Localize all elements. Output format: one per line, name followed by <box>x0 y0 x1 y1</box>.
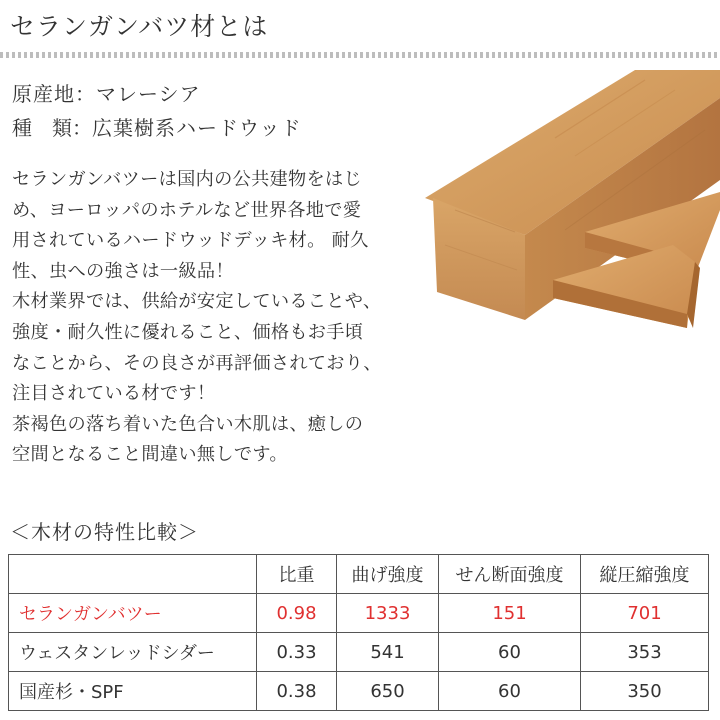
description-line: なことから、その良さが再評価されており、 <box>12 352 382 374</box>
table-cell: 650 <box>337 672 439 711</box>
spec-type <box>12 114 302 142</box>
table-header-row <box>9 555 709 594</box>
table-header-cell: せん断面強度 <box>439 555 581 594</box>
table-cell: 701 <box>581 594 709 633</box>
description-line: 茶褐色の落ち着いた色合い木肌は、癒しの <box>12 413 364 435</box>
description-line: 性、虫への強さは一級品！ <box>12 260 234 282</box>
table-header-cell: 縦圧縮強度 <box>581 555 709 594</box>
table-cell: 0.98 <box>257 594 337 633</box>
table-cell-name: ウェスタンレッドシダー <box>9 633 257 672</box>
spec-type-label: 種 類： <box>12 116 92 140</box>
table-cell: 350 <box>581 672 709 711</box>
description-line: 木材業界では、供給が安定していることや、 <box>12 291 382 313</box>
table-cell-name: セランガンバツー <box>9 594 257 633</box>
table-header-cell: 曲げ強度 <box>337 555 439 594</box>
table-cell: 541 <box>337 633 439 672</box>
page-title: セランガンバツ材とは <box>10 12 269 41</box>
comparison-table <box>8 554 709 711</box>
spec-origin-value: マレーシア <box>96 82 201 106</box>
comparison-title: ＜木材の特性比較＞ <box>10 520 199 544</box>
table-cell: 60 <box>439 633 581 672</box>
description-line: セランガンバツーは国内の公共建物をはじ <box>12 169 362 190</box>
description-text <box>12 165 422 471</box>
table-header-cell <box>9 555 257 594</box>
table-cell: 353 <box>581 633 709 672</box>
table-cell: 151 <box>439 594 581 633</box>
table-row <box>9 633 709 672</box>
description-line: 用されているハードウッドデッキ材。 耐久 <box>12 230 369 252</box>
table-cell: 1333 <box>337 594 439 633</box>
page-header <box>0 0 720 58</box>
table-row <box>9 672 709 711</box>
wood-lumber-image <box>425 70 720 350</box>
table-cell: 60 <box>439 672 581 711</box>
table-header-cell: 比重 <box>257 555 337 594</box>
table-cell-name: 国産杉・SPF <box>9 672 257 711</box>
table-row <box>9 594 709 633</box>
description-line: め、ヨーロッパのホテルなど世界各地で愛 <box>12 199 362 221</box>
table-cell: 0.33 <box>257 633 337 672</box>
description-line: 注目されている材です！ <box>12 383 216 405</box>
description-line: 強度・耐久性に優れること、価格もお手頃 <box>12 321 364 343</box>
spec-origin <box>12 80 201 108</box>
table-cell: 0.38 <box>257 672 337 711</box>
description-line: 空間となること間違い無しです。 <box>12 444 288 466</box>
spec-type-value: 広葉樹系ハードウッド <box>92 116 302 140</box>
spec-origin-label: 原産地： <box>12 82 96 106</box>
header-divider <box>0 52 720 58</box>
